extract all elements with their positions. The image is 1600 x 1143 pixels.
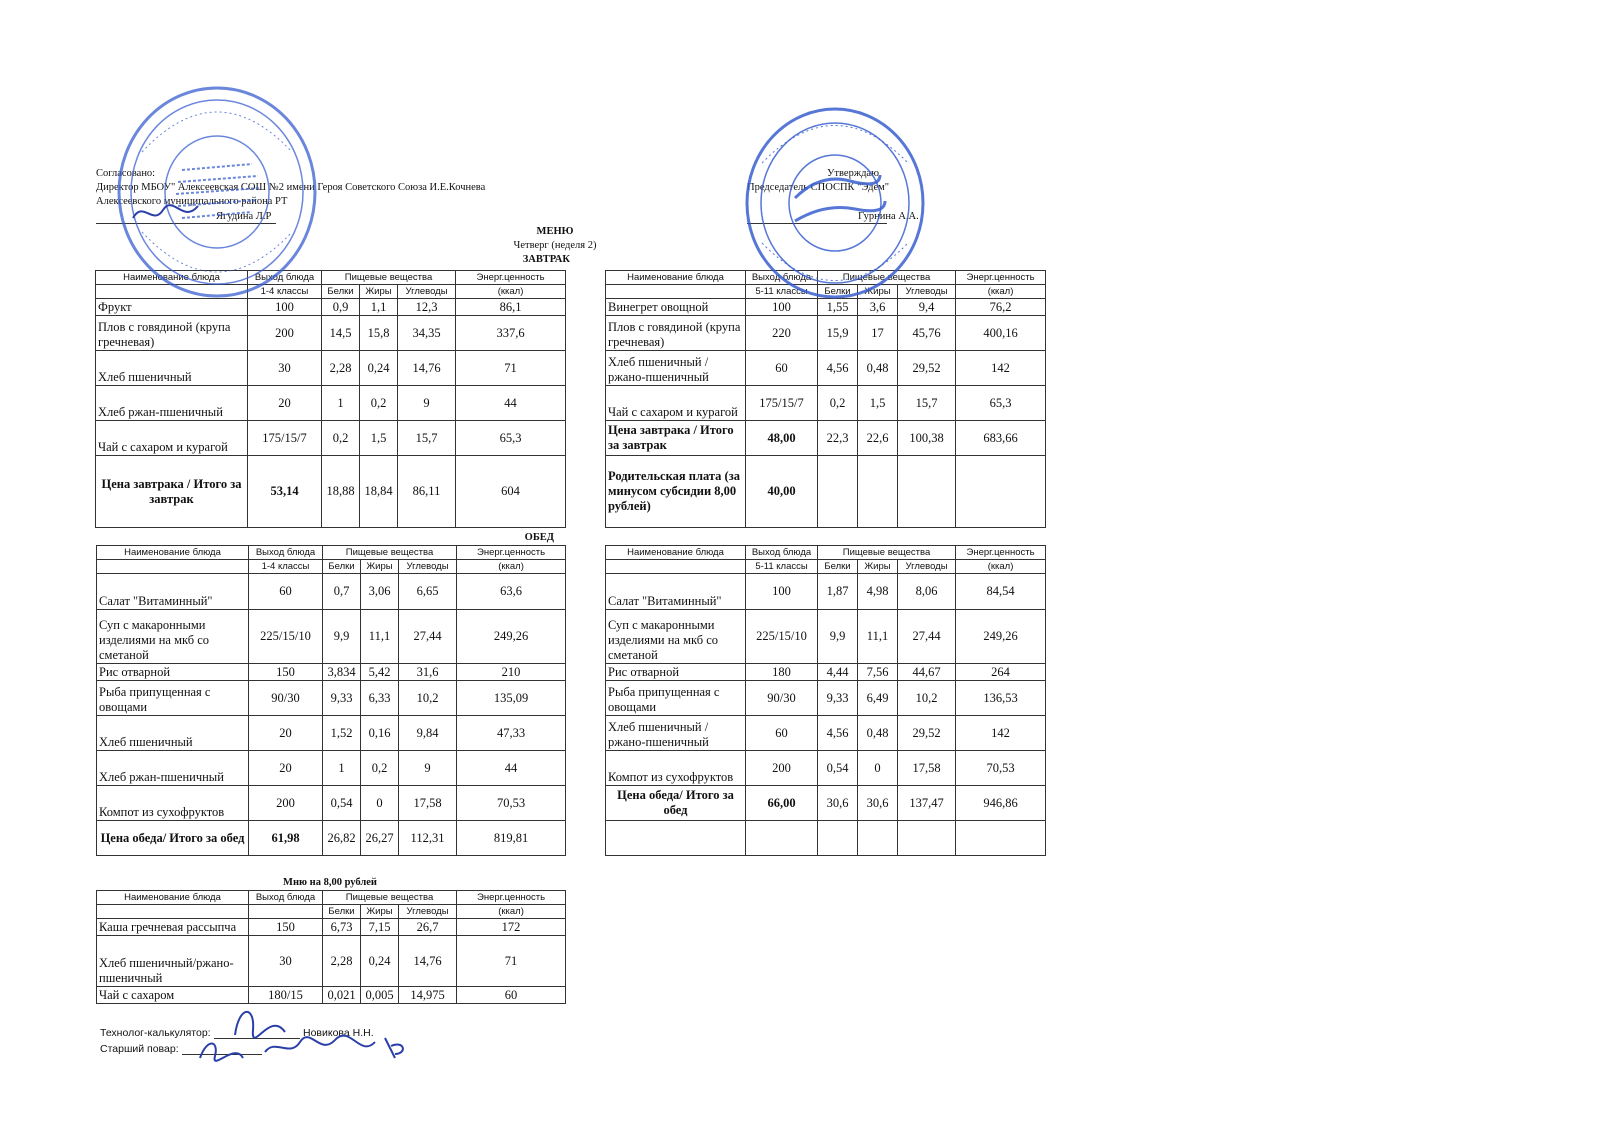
dish-fat: 0 xyxy=(858,751,898,786)
col-yield-header: Выход блюда xyxy=(249,891,323,905)
dish-name: Фрукт xyxy=(96,299,248,316)
dish-yield: 20 xyxy=(248,386,322,421)
dish-protein: 0,2 xyxy=(818,386,858,421)
table-header-row xyxy=(96,271,566,285)
dish-energy: 84,54 xyxy=(956,574,1046,610)
dish-fat: 7,15 xyxy=(361,919,399,936)
dish-name: Рис отварной xyxy=(606,664,746,681)
dish-energy: 142 xyxy=(956,351,1046,386)
dish-protein: 9,9 xyxy=(818,610,858,664)
total-protein: 26,82 xyxy=(323,821,361,856)
table-row xyxy=(97,987,566,1004)
total-label: Цена обеда/ Итого за обед xyxy=(606,786,746,821)
dish-name: Хлеб пшеничный /ржано-пшеничный xyxy=(606,716,746,751)
dish-energy: 210 xyxy=(457,664,566,681)
dish-carbs: 27,44 xyxy=(898,610,956,664)
dish-fat: 4,98 xyxy=(858,574,898,610)
dish-carbs: 17,58 xyxy=(898,751,956,786)
dish-carbs: 17,58 xyxy=(399,786,457,821)
dish-fat: 1,5 xyxy=(360,421,398,456)
dish-fat: 17 xyxy=(858,316,898,351)
dish-name: Рыба припущенная с овощами xyxy=(606,681,746,716)
dish-fat: 3,06 xyxy=(361,574,399,610)
dish-protein: 9,9 xyxy=(323,610,361,664)
col-fat-header: Жиры xyxy=(858,285,898,299)
dish-name: Каша гречневая рассыпча xyxy=(97,919,249,936)
dish-carbs: 26,7 xyxy=(399,919,457,936)
lunch-total-row xyxy=(97,821,566,856)
dish-carbs: 15,7 xyxy=(398,421,456,456)
dish-protein: 14,5 xyxy=(322,316,360,351)
dish-fat: 0,48 xyxy=(858,716,898,751)
col-kcal-header: (ккал) xyxy=(456,285,566,299)
dish-name: Плов с говядиной (крупа гречневая) xyxy=(96,316,248,351)
menu-day: Четверг (неделя 2) xyxy=(513,240,597,251)
dish-protein: 4,44 xyxy=(818,664,858,681)
col-name-header: Наименование блюда xyxy=(97,546,249,560)
table-row xyxy=(97,786,566,821)
dish-yield: 30 xyxy=(248,351,322,386)
dish-name: Суп с макаронными изделиями на мкб со сметаной xyxy=(97,610,249,664)
table-row xyxy=(97,919,566,936)
dish-energy: 65,3 xyxy=(456,421,566,456)
dish-name: Компот из сухофруктов xyxy=(97,786,249,821)
dish-energy: 44 xyxy=(456,386,566,421)
table-subheader-row xyxy=(606,560,1046,574)
dish-fat: 15,8 xyxy=(360,316,398,351)
dish-carbs: 14,76 xyxy=(399,936,457,987)
dish-protein: 9,33 xyxy=(818,681,858,716)
col-fat-header: Жиры xyxy=(858,560,898,574)
dish-protein: 0,021 xyxy=(323,987,361,1004)
dish-energy: 70,53 xyxy=(457,786,566,821)
table-subheader-row xyxy=(97,905,566,919)
table-row xyxy=(606,386,1046,421)
col-protein-header: Белки xyxy=(818,285,858,299)
dish-energy: 172 xyxy=(457,919,566,936)
dish-carbs: 6,65 xyxy=(399,574,457,610)
dish-yield: 150 xyxy=(249,664,323,681)
dish-energy: 47,33 xyxy=(457,716,566,751)
col-nutrients-header: Пищевые вещества xyxy=(322,271,456,285)
dish-fat: 5,42 xyxy=(361,664,399,681)
dish-protein: 2,28 xyxy=(323,936,361,987)
dish-protein: 1 xyxy=(322,386,360,421)
table-row xyxy=(96,299,566,316)
table-row xyxy=(96,316,566,351)
dish-protein: 0,54 xyxy=(323,786,361,821)
col-energy-header: Энерг.ценность xyxy=(457,546,566,560)
dish-energy: 136,53 xyxy=(956,681,1046,716)
table-row xyxy=(97,610,566,664)
col-kcal-header: (ккал) xyxy=(956,560,1046,574)
dish-fat: 0,16 xyxy=(361,716,399,751)
dish-protein: 1 xyxy=(323,751,361,786)
table-row xyxy=(606,351,1046,386)
total-energy: 604 xyxy=(456,456,566,528)
col-fat-header: Жиры xyxy=(361,905,399,919)
total-carbs: 137,47 xyxy=(898,786,956,821)
dish-name: Рыба припущенная с овощами xyxy=(97,681,249,716)
total-price: 66,00 xyxy=(746,786,818,821)
lunch-grades-1-4-table xyxy=(96,545,566,856)
col-name-header: Наименование блюда xyxy=(97,891,249,905)
dish-carbs: 10,2 xyxy=(898,681,956,716)
dish-carbs: 8,06 xyxy=(898,574,956,610)
dish-fat: 0 xyxy=(361,786,399,821)
dish-carbs: 9,84 xyxy=(399,716,457,751)
dish-yield: 200 xyxy=(249,786,323,821)
dish-yield: 100 xyxy=(746,574,818,610)
table-row xyxy=(606,574,1046,610)
dish-protein: 3,834 xyxy=(323,664,361,681)
table-row xyxy=(606,664,1046,681)
total-carbs: 100,38 xyxy=(898,421,956,456)
breakfast-total-row xyxy=(606,421,1046,456)
dish-name: Хлеб ржан-пшеничный xyxy=(97,751,249,786)
breakfast-total-row xyxy=(96,456,566,528)
table-row xyxy=(606,751,1046,786)
parent-fee-label: Родительская плата (за минусом субсидии 8,00 рублей) xyxy=(606,456,746,528)
dish-yield: 100 xyxy=(746,299,818,316)
dish-yield: 180/15 xyxy=(249,987,323,1004)
dish-carbs: 45,76 xyxy=(898,316,956,351)
col-name-header: Наименование блюда xyxy=(96,271,248,285)
dish-energy: 249,26 xyxy=(457,610,566,664)
total-carbs: 86,11 xyxy=(398,456,456,528)
table-row xyxy=(97,751,566,786)
table-header-row xyxy=(606,271,1046,285)
dish-name: Салат "Витаминный" xyxy=(97,574,249,610)
dish-energy: 71 xyxy=(456,351,566,386)
dish-energy: 60 xyxy=(457,987,566,1004)
dish-energy: 86,1 xyxy=(456,299,566,316)
dish-carbs: 29,52 xyxy=(898,716,956,751)
table-row xyxy=(97,716,566,751)
dish-yield: 30 xyxy=(249,936,323,987)
dish-name: Хлеб пшеничный/ржано-пшеничный xyxy=(97,936,249,987)
table-row xyxy=(97,936,566,987)
table-row xyxy=(606,681,1046,716)
dish-name: Суп с макаронными изделиями на мкб со сметаной xyxy=(606,610,746,664)
dish-yield: 200 xyxy=(248,316,322,351)
col-yield-header: Выход блюда xyxy=(746,546,818,560)
dish-yield: 20 xyxy=(249,716,323,751)
dish-yield: 90/30 xyxy=(746,681,818,716)
dish-carbs: 15,7 xyxy=(898,386,956,421)
col-yield-header: Выход блюда xyxy=(249,546,323,560)
dish-protein: 2,28 xyxy=(322,351,360,386)
dish-energy: 337,6 xyxy=(456,316,566,351)
table-header-row xyxy=(97,546,566,560)
dish-name: Рис отварной xyxy=(97,664,249,681)
col-carbs-header: Углеводы xyxy=(399,560,457,574)
total-fat: 22,6 xyxy=(858,421,898,456)
col-protein-header: Белки xyxy=(323,905,361,919)
dish-energy: 71 xyxy=(457,936,566,987)
col-nutrients-header: Пищевые вещества xyxy=(323,891,457,905)
menu-8-rubles-table xyxy=(96,890,566,1004)
senior-cook-label: Старший повар: xyxy=(100,1043,179,1055)
col-kcal-header: (ккал) xyxy=(457,905,566,919)
dish-name: Хлеб пшеничный xyxy=(96,351,248,386)
dish-fat: 6,33 xyxy=(361,681,399,716)
col-energy-header: Энерг.ценность xyxy=(457,891,566,905)
total-energy: 683,66 xyxy=(956,421,1046,456)
total-label: Цена завтрака / Итого за завтрак xyxy=(96,456,248,528)
col-fat-header: Жиры xyxy=(360,285,398,299)
table-subheader-row xyxy=(97,560,566,574)
dish-energy: 264 xyxy=(956,664,1046,681)
dish-energy: 249,26 xyxy=(956,610,1046,664)
total-fat: 18,84 xyxy=(360,456,398,528)
col-carbs-header: Углеводы xyxy=(898,285,956,299)
technologist-name: Новикова Н.Н. xyxy=(303,1027,374,1039)
breakfast-heading: ЗАВТРАК xyxy=(522,254,570,265)
dish-yield: 175/15/7 xyxy=(746,386,818,421)
col-carbs-header: Углеводы xyxy=(399,905,457,919)
table-row xyxy=(97,664,566,681)
total-price: 61,98 xyxy=(249,821,323,856)
table-row xyxy=(606,716,1046,751)
dish-fat: 11,1 xyxy=(858,610,898,664)
col-protein-header: Белки xyxy=(322,285,360,299)
total-protein: 18,88 xyxy=(322,456,360,528)
col-energy-header: Энерг.ценность xyxy=(956,271,1046,285)
menu-title: МЕНЮ xyxy=(536,226,574,237)
dish-yield: 150 xyxy=(249,919,323,936)
dish-name: Хлеб ржан-пшеничный xyxy=(96,386,248,421)
total-price: 53,14 xyxy=(248,456,322,528)
lunch-total-row xyxy=(606,786,1046,821)
dish-fat: 0,005 xyxy=(361,987,399,1004)
dish-carbs: 9,4 xyxy=(898,299,956,316)
dish-yield: 175/15/7 xyxy=(248,421,322,456)
total-energy: 946,86 xyxy=(956,786,1046,821)
dish-carbs: 14,76 xyxy=(398,351,456,386)
table-subheader-row xyxy=(606,285,1046,299)
col-grade-header: 1-4 классы xyxy=(248,285,322,299)
dish-name: Компот из сухофруктов xyxy=(606,751,746,786)
dish-protein: 1,55 xyxy=(818,299,858,316)
total-label: Цена обеда/ Итого за обед xyxy=(97,821,249,856)
dish-fat: 7,56 xyxy=(858,664,898,681)
technologist-signature-line xyxy=(214,1038,300,1039)
col-name-header: Наименование блюда xyxy=(606,546,746,560)
col-yield-header: Выход блюда xyxy=(746,271,818,285)
dish-yield: 20 xyxy=(249,751,323,786)
total-carbs: 112,31 xyxy=(399,821,457,856)
parent-fee-price: 40,00 xyxy=(746,456,818,528)
dish-yield: 100 xyxy=(248,299,322,316)
dish-fat: 3,6 xyxy=(858,299,898,316)
col-kcal-header: (ккал) xyxy=(956,285,1046,299)
dish-name: Чай с сахаром и курагой xyxy=(96,421,248,456)
table-row xyxy=(96,386,566,421)
col-energy-header: Энерг.ценность xyxy=(956,546,1046,560)
dish-fat: 0,24 xyxy=(361,936,399,987)
dish-fat: 0,24 xyxy=(360,351,398,386)
dish-name: Хлеб пшеничный /ржано-пшеничный xyxy=(606,351,746,386)
table-subheader-row xyxy=(96,285,566,299)
menu8-heading: Мню на 8,00 рублей xyxy=(283,877,377,888)
dish-protein: 4,56 xyxy=(818,716,858,751)
total-price: 48,00 xyxy=(746,421,818,456)
col-nutrients-header: Пищевые вещества xyxy=(818,271,956,285)
dish-energy: 76,2 xyxy=(956,299,1046,316)
dish-yield: 220 xyxy=(746,316,818,351)
dish-energy: 142 xyxy=(956,716,1046,751)
col-grade-header: 5-11 классы xyxy=(746,560,818,574)
col-carbs-header: Углеводы xyxy=(398,285,456,299)
table-header-row xyxy=(606,546,1046,560)
col-kcal-header: (ккал) xyxy=(457,560,566,574)
dish-protein: 0,54 xyxy=(818,751,858,786)
dish-energy: 63,6 xyxy=(457,574,566,610)
table-row xyxy=(97,681,566,716)
col-protein-header: Белки xyxy=(818,560,858,574)
table-row xyxy=(96,351,566,386)
dish-carbs: 34,35 xyxy=(398,316,456,351)
parent-fee-row xyxy=(606,456,1046,528)
dish-energy: 400,16 xyxy=(956,316,1046,351)
dish-fat: 0,48 xyxy=(858,351,898,386)
lunch-heading: ОБЕД xyxy=(524,532,554,543)
col-fat-header: Жиры xyxy=(361,560,399,574)
col-carbs-header: Углеводы xyxy=(898,560,956,574)
table-row xyxy=(606,610,1046,664)
dish-carbs: 9 xyxy=(398,386,456,421)
dish-fat: 1,1 xyxy=(360,299,398,316)
dish-fat: 1,5 xyxy=(858,386,898,421)
dish-energy: 70,53 xyxy=(956,751,1046,786)
dish-yield: 180 xyxy=(746,664,818,681)
dish-protein: 0,9 xyxy=(322,299,360,316)
dish-name: Плов с говядиной (крупа гречневая) xyxy=(606,316,746,351)
dish-name: Винегрет овощной xyxy=(606,299,746,316)
dish-carbs: 10,2 xyxy=(399,681,457,716)
dish-protein: 1,87 xyxy=(818,574,858,610)
dish-protein: 1,52 xyxy=(323,716,361,751)
agreed-director-line: Директор МБОУ" Алексеевская СОШ №2 имени Героя Советского Союза И.Е.Кочнева xyxy=(96,182,486,193)
table-header-row xyxy=(97,891,566,905)
dish-carbs: 44,67 xyxy=(898,664,956,681)
senior-cook-signature-line xyxy=(182,1054,262,1055)
dish-name: Хлеб пшеничный xyxy=(97,716,249,751)
dish-carbs: 29,52 xyxy=(898,351,956,386)
dish-yield: 90/30 xyxy=(249,681,323,716)
col-nutrients-header: Пищевые вещества xyxy=(818,546,956,560)
dish-carbs: 12,3 xyxy=(398,299,456,316)
table-row xyxy=(96,421,566,456)
dish-energy: 135,09 xyxy=(457,681,566,716)
dish-name: Чай с сахаром xyxy=(97,987,249,1004)
breakfast-grades-5-11-table xyxy=(605,270,1046,528)
agreed-name: Ягудина Л.Р xyxy=(216,211,272,222)
total-fat: 30,6 xyxy=(858,786,898,821)
dish-yield: 60 xyxy=(249,574,323,610)
col-grade-header: 5-11 классы xyxy=(746,285,818,299)
dish-protein: 4,56 xyxy=(818,351,858,386)
dish-energy: 44 xyxy=(457,751,566,786)
col-protein-header: Белки xyxy=(323,560,361,574)
dish-energy: 65,3 xyxy=(956,386,1046,421)
approved-label: Утверждаю xyxy=(827,168,879,179)
breakfast-grades-1-4-table xyxy=(95,270,566,528)
col-nutrients-header: Пищевые вещества xyxy=(323,546,457,560)
dish-carbs: 31,6 xyxy=(399,664,457,681)
dish-name: Чай с сахаром и курагой xyxy=(606,386,746,421)
total-label: Цена завтрака / Итого за завтрак xyxy=(606,421,746,456)
dish-name: Салат "Витаминный" xyxy=(606,574,746,610)
approved-name: Гурнина А.А. xyxy=(858,211,919,222)
dish-fat: 0,2 xyxy=(360,386,398,421)
total-energy: 819,81 xyxy=(457,821,566,856)
total-protein: 22,3 xyxy=(818,421,858,456)
dish-yield: 225/15/10 xyxy=(746,610,818,664)
col-grade-header: 1-4 классы xyxy=(249,560,323,574)
table-row xyxy=(606,316,1046,351)
agreed-label: Согласовано: xyxy=(96,168,156,179)
agreed-district-line: Алексеевского муниципального района РТ xyxy=(96,196,288,207)
dish-protein: 9,33 xyxy=(323,681,361,716)
dish-carbs: 14,975 xyxy=(399,987,457,1004)
dish-carbs: 27,44 xyxy=(399,610,457,664)
dish-fat: 11,1 xyxy=(361,610,399,664)
dish-protein: 0,2 xyxy=(322,421,360,456)
dish-carbs: 9 xyxy=(399,751,457,786)
technologist-label: Технолог-калькулятор: xyxy=(100,1027,211,1039)
dish-yield: 200 xyxy=(746,751,818,786)
dish-protein: 6,73 xyxy=(323,919,361,936)
dish-fat: 0,2 xyxy=(361,751,399,786)
lunch-grades-5-11-table xyxy=(605,545,1046,856)
total-fat: 26,27 xyxy=(361,821,399,856)
total-protein: 30,6 xyxy=(818,786,858,821)
dish-protein: 0,7 xyxy=(323,574,361,610)
approved-chair-line: Председатель СПОСПК "Эдем" xyxy=(747,182,890,193)
dish-fat: 6,49 xyxy=(858,681,898,716)
dish-yield: 225/15/10 xyxy=(249,610,323,664)
col-yield-header: Выход блюда xyxy=(248,271,322,285)
table-row xyxy=(97,574,566,610)
dish-protein: 15,9 xyxy=(818,316,858,351)
table-row xyxy=(606,299,1046,316)
dish-yield: 60 xyxy=(746,351,818,386)
dish-yield: 60 xyxy=(746,716,818,751)
col-energy-header: Энерг.ценность xyxy=(456,271,566,285)
empty-row xyxy=(606,821,1046,856)
col-name-header: Наименование блюда xyxy=(606,271,746,285)
